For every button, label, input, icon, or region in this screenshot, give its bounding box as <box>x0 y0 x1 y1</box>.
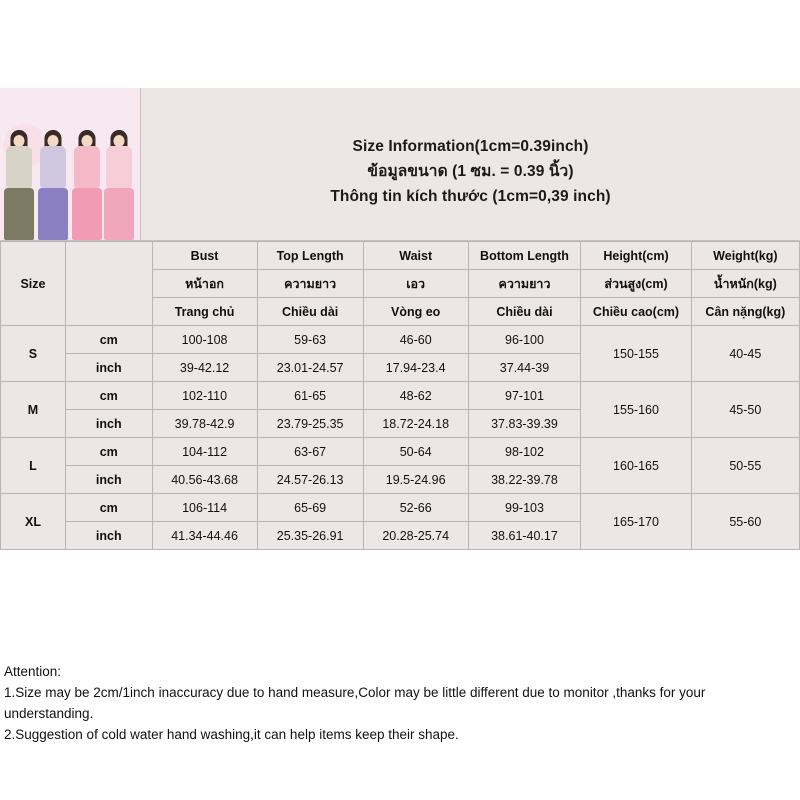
col-header-top-length-vi: Chiều dài <box>257 298 363 326</box>
cell-weight-s: 40-45 <box>691 326 799 382</box>
cell-bust-cm-m: 102-110 <box>152 382 257 410</box>
size-chart <box>0 88 800 742</box>
size-corner-label: Size <box>1 242 66 326</box>
row-unit-inch: inch <box>65 410 152 438</box>
title-line-th: ข้อมูลขนาด (1 ซม. = 0.39 นิ้ว) <box>367 162 574 180</box>
table-row <box>1 494 800 522</box>
title-line-vi: Thông tin kích thước (1cm=0,39 inch) <box>330 187 611 205</box>
col-header-weight-en: Weight(kg) <box>691 242 799 270</box>
cell-top-length-inch-m: 23.79-25.35 <box>257 410 363 438</box>
cell-bottom-length-inch-l: 38.22-39.78 <box>468 466 581 494</box>
cell-bust-cm-s: 100-108 <box>152 326 257 354</box>
row-unit-cm: cm <box>65 326 152 354</box>
col-header-bust-vi: Trang chủ <box>152 298 257 326</box>
col-header-waist-th: เอว <box>363 270 468 298</box>
cell-waist-cm-l: 50-64 <box>363 438 468 466</box>
col-header-bottom-length-en: Bottom Length <box>468 242 581 270</box>
col-header-height-th: ส่วนสูง(cm) <box>581 270 691 298</box>
cell-waist-inch-s: 17.94-23.4 <box>363 354 468 382</box>
product-photo <box>0 88 141 240</box>
cell-bottom-length-cm-s: 96-100 <box>468 326 581 354</box>
row-size-label-xl: XL <box>1 494 66 550</box>
col-header-height-vi: Chiều cao(cm) <box>581 298 691 326</box>
cell-bust-inch-l: 40.56-43.68 <box>152 466 257 494</box>
cell-bust-inch-xl: 41.34-44.46 <box>152 522 257 550</box>
model-figure <box>4 130 34 240</box>
cell-waist-inch-m: 18.72-24.18 <box>363 410 468 438</box>
photo-background <box>0 88 140 240</box>
row-size-label-l: L <box>1 438 66 494</box>
attention-line-2: 2.Suggestion of cold water hand washing,it can help items keep their shape. <box>4 727 459 742</box>
cell-top-length-inch-s: 23.01-24.57 <box>257 354 363 382</box>
cell-weight-m: 45-50 <box>691 382 799 438</box>
model-figure <box>104 130 134 240</box>
cell-top-length-cm-s: 59-63 <box>257 326 363 354</box>
attention-block <box>0 658 800 745</box>
measurements-table <box>0 241 800 550</box>
cell-waist-inch-xl: 20.28-25.74 <box>363 522 468 550</box>
attention-line-1: 1.Size may be 2cm/1inch inaccuracy due to hand measure,Color may be little different due to monitor ,thanks for your <box>4 685 706 700</box>
col-header-weight-th: น้ำหนัก(kg) <box>691 270 799 298</box>
cell-bottom-length-cm-m: 97-101 <box>468 382 581 410</box>
cell-bust-cm-xl: 106-114 <box>152 494 257 522</box>
cell-height-xl: 165-170 <box>581 494 691 550</box>
chart-title-block <box>141 88 800 240</box>
row-unit-inch: inch <box>65 522 152 550</box>
cell-weight-l: 50-55 <box>691 438 799 494</box>
cell-height-s: 150-155 <box>581 326 691 382</box>
cell-bottom-length-cm-l: 98-102 <box>468 438 581 466</box>
row-size-label-s: S <box>1 326 66 382</box>
col-header-bust-th: หน้าอก <box>152 270 257 298</box>
attention-line-1-cont: understanding. <box>4 706 94 721</box>
row-unit-inch: inch <box>65 354 152 382</box>
col-header-bust-en: Bust <box>152 242 257 270</box>
row-unit-inch: inch <box>65 466 152 494</box>
title-line-en: Size Information(1cm=0.39inch) <box>352 137 589 155</box>
cell-top-length-inch-l: 24.57-26.13 <box>257 466 363 494</box>
cell-bottom-length-inch-xl: 38.61-40.17 <box>468 522 581 550</box>
table-row <box>1 326 800 354</box>
col-header-waist-en: Waist <box>363 242 468 270</box>
table-header-row-en <box>1 242 800 270</box>
cell-bust-inch-m: 39.78-42.9 <box>152 410 257 438</box>
cell-bottom-length-inch-s: 37.44-39 <box>468 354 581 382</box>
cell-waist-cm-xl: 52-66 <box>363 494 468 522</box>
cell-height-l: 160-165 <box>581 438 691 494</box>
cell-waist-cm-s: 46-60 <box>363 326 468 354</box>
col-header-waist-vi: Vòng eo <box>363 298 468 326</box>
row-size-label-m: M <box>1 382 66 438</box>
row-unit-cm: cm <box>65 438 152 466</box>
col-header-bottom-length-vi: Chiều dài <box>468 298 581 326</box>
cell-weight-xl: 55-60 <box>691 494 799 550</box>
chart-header <box>0 88 800 241</box>
table-row <box>1 438 800 466</box>
attention-title: Attention: <box>4 664 62 679</box>
col-header-bottom-length-th: ความยาว <box>468 270 581 298</box>
row-unit-cm: cm <box>65 494 152 522</box>
row-unit-cm: cm <box>65 382 152 410</box>
cell-top-length-inch-xl: 25.35-26.91 <box>257 522 363 550</box>
col-header-weight-vi: Cân nặng(kg) <box>691 298 799 326</box>
col-header-top-length-en: Top Length <box>257 242 363 270</box>
col-header-top-length-th: ความยาว <box>257 270 363 298</box>
cell-bottom-length-cm-xl: 99-103 <box>468 494 581 522</box>
col-header-height-en: Height(cm) <box>581 242 691 270</box>
model-figure <box>38 130 68 240</box>
unit-corner-blank <box>65 242 152 326</box>
cell-top-length-cm-l: 63-67 <box>257 438 363 466</box>
model-figure <box>72 130 102 240</box>
cell-bust-cm-l: 104-112 <box>152 438 257 466</box>
cell-bust-inch-s: 39-42.12 <box>152 354 257 382</box>
cell-top-length-cm-xl: 65-69 <box>257 494 363 522</box>
cell-waist-inch-l: 19.5-24.96 <box>363 466 468 494</box>
table-row <box>1 382 800 410</box>
cell-waist-cm-m: 48-62 <box>363 382 468 410</box>
cell-height-m: 155-160 <box>581 382 691 438</box>
cell-top-length-cm-m: 61-65 <box>257 382 363 410</box>
cell-bottom-length-inch-m: 37.83-39.39 <box>468 410 581 438</box>
